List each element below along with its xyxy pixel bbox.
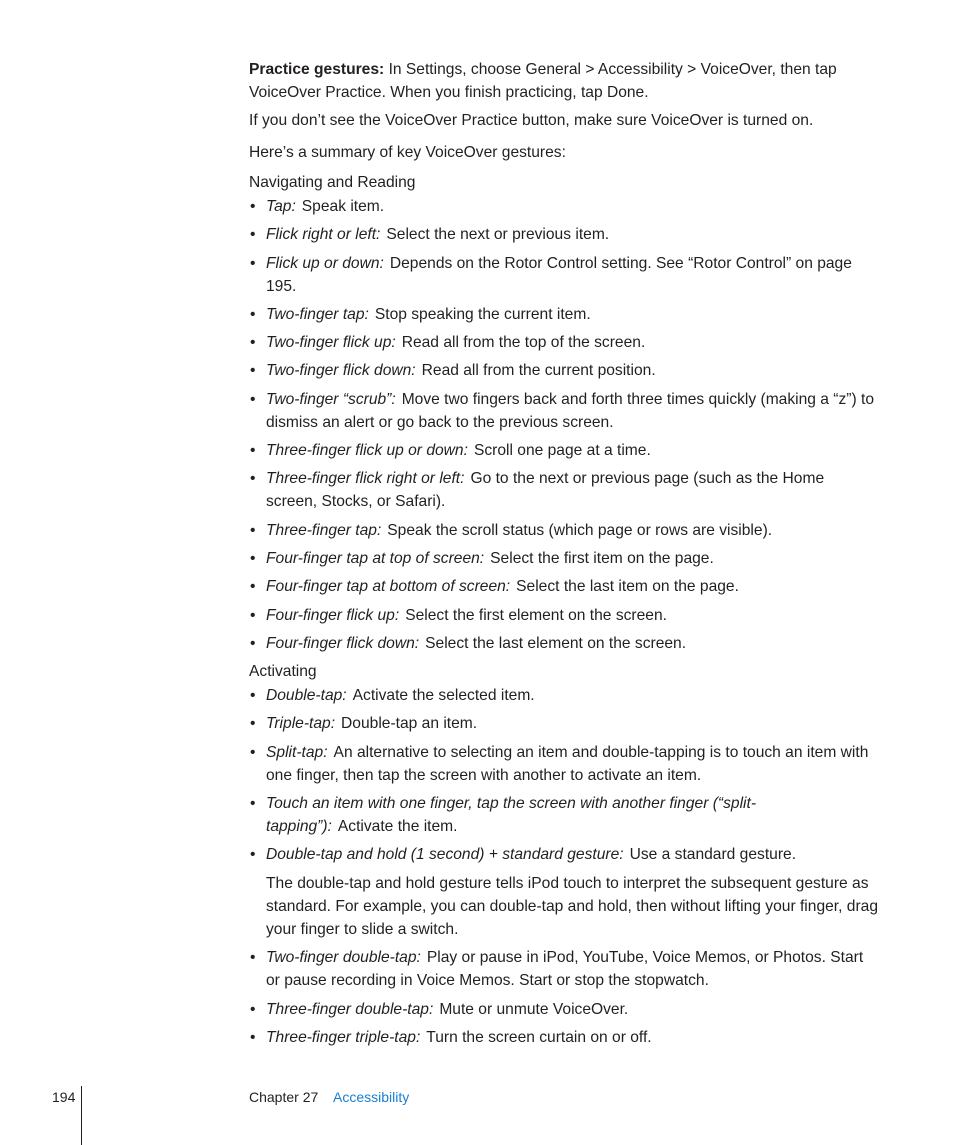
page-number: 194 — [52, 1089, 76, 1105]
section-heading-navigating: Navigating and Reading — [249, 174, 416, 191]
gesture-term: Two-finger flick down: — [266, 362, 416, 380]
gesture-term: Touch an item with one finger, tap the screen with another finger (“split-tapping”): — [266, 795, 757, 836]
gesture-description: Select the last element on the screen. — [425, 634, 687, 652]
list-item — [249, 252, 879, 298]
list-item — [249, 998, 879, 1021]
chapter-label: Chapter 27 — [249, 1089, 319, 1105]
gesture-term: Three-finger tap: — [266, 521, 382, 539]
chapter-link[interactable]: Accessibility — [333, 1089, 410, 1105]
gesture-description: Double-tap an item. — [341, 715, 478, 733]
list-item — [249, 388, 879, 434]
gesture-term: Three-finger triple-tap: — [266, 1028, 421, 1046]
list-item — [249, 792, 879, 838]
section-heading-activating: Activating — [249, 663, 317, 681]
practice-text: In Settings, choose General > Accessibility > VoiceOver, then tap VoiceOver Practice. When you finish practicing, tap Done. — [249, 61, 837, 101]
gesture-term: Two-finger flick up: — [266, 334, 396, 352]
gesture-description: Go to the next or previous page (such as the Home screen, Stocks, or Safari). — [266, 470, 825, 511]
gesture-description: Activate the item. — [337, 818, 458, 836]
list-item — [249, 223, 879, 246]
list-item — [249, 604, 879, 627]
gesture-term: Four-finger flick up: — [266, 606, 400, 624]
list-item — [249, 575, 879, 598]
list-item — [249, 547, 879, 570]
list-item — [249, 843, 879, 866]
list-item — [249, 331, 879, 354]
gesture-term: Double-tap and hold (1 second) + standard gesture: — [266, 846, 624, 864]
gesture-term: Three-finger double-tap: — [266, 1000, 434, 1018]
gesture-description: Move two fingers back and forth three times quickly (making a “z”) to dismiss an alert or go back to the previous screen. — [266, 390, 875, 431]
gesture-term: Two-finger double-tap: — [266, 949, 421, 967]
gesture-term: Three-finger flick up or down: — [266, 442, 468, 460]
footer-divider — [81, 1086, 82, 1145]
gesture-term: Four-finger tap at bottom of screen: — [266, 578, 511, 596]
gesture-description: Turn the screen curtain on or off. — [426, 1028, 652, 1046]
list-item — [249, 741, 879, 787]
list-item — [249, 303, 879, 326]
gesture-term: Two-finger “scrub”: — [266, 390, 396, 408]
gesture-term: Two-finger tap: — [266, 305, 369, 323]
gesture-term: Tap: — [266, 198, 296, 215]
summary-intro: Here’s a summary of key VoiceOver gestures: — [249, 144, 566, 161]
gesture-description: Activate the selected item. — [352, 687, 535, 705]
list-item — [249, 684, 879, 707]
gesture-description: Use a standard gesture. — [629, 846, 797, 864]
practice-paragraph — [249, 58, 879, 104]
list-item — [249, 519, 879, 542]
list-item — [249, 359, 879, 382]
practice-lead: Practice gestures: — [249, 61, 385, 78]
gesture-description: Select the last item on the page. — [516, 578, 739, 596]
page-content — [249, 58, 879, 1054]
gesture-term: Triple-tap: — [266, 715, 336, 733]
gesture-description: Select the next or previous item. — [386, 226, 610, 244]
gesture-description: Select the first element on the screen. — [405, 606, 667, 624]
gesture-description: Read all from the current position. — [421, 362, 656, 380]
gesture-term: Flick up or down: — [266, 254, 384, 272]
gesture-term: Four-finger flick down: — [266, 634, 420, 652]
gesture-description: An alternative to selecting an item and double-tapping is to touch an item with one finger, then tap the screen with another to activate an item. — [266, 743, 869, 784]
gesture-description: Play or pause in iPod, YouTube, Voice Memos, or Photos. Start or pause recording in Voice Memos. Start or stop the stopwatch. — [266, 949, 864, 990]
gesture-description: Mute or unmute VoiceOver. — [439, 1000, 629, 1018]
gesture-term: Double-tap: — [266, 687, 347, 705]
gesture-description: Speak the scroll status (which page or rows are visible). — [387, 521, 773, 539]
activating-list — [249, 684, 879, 866]
list-item — [249, 632, 879, 655]
gesture-description: Stop speaking the current item. — [374, 305, 591, 323]
double-tap-hold-note: The double-tap and hold gesture tells iPod touch to interpret the subsequent gesture as standard. For example, you can double-tap and hold, then without lifting your finger, drag your finger to slide a switch. — [266, 875, 879, 939]
gesture-term: Four-finger tap at top of screen: — [266, 549, 485, 567]
list-item — [249, 467, 879, 513]
list-item — [249, 946, 879, 992]
activating-list-continued — [249, 946, 879, 1049]
list-item — [249, 195, 879, 218]
page-footer — [0, 1086, 954, 1145]
gesture-term: Three-finger flick right or left: — [266, 470, 465, 488]
navigating-list — [249, 195, 879, 655]
gesture-description: Depends on the Rotor Control setting. See “Rotor Control” on page 195. — [266, 254, 852, 295]
gesture-description: Scroll one page at a time. — [473, 442, 651, 460]
gesture-term: Flick right or left: — [266, 226, 381, 244]
gesture-term: Split-tap: — [266, 743, 328, 761]
gesture-description: Select the first item on the page. — [490, 549, 714, 567]
list-item — [249, 439, 879, 462]
list-item — [249, 712, 879, 735]
gesture-description: Read all from the top of the screen. — [401, 334, 646, 352]
gesture-description: Speak item. — [301, 198, 385, 215]
list-item — [249, 1026, 879, 1049]
voiceover-button-note: If you don’t see the VoiceOver Practice button, make sure VoiceOver is turned on. — [249, 112, 814, 129]
